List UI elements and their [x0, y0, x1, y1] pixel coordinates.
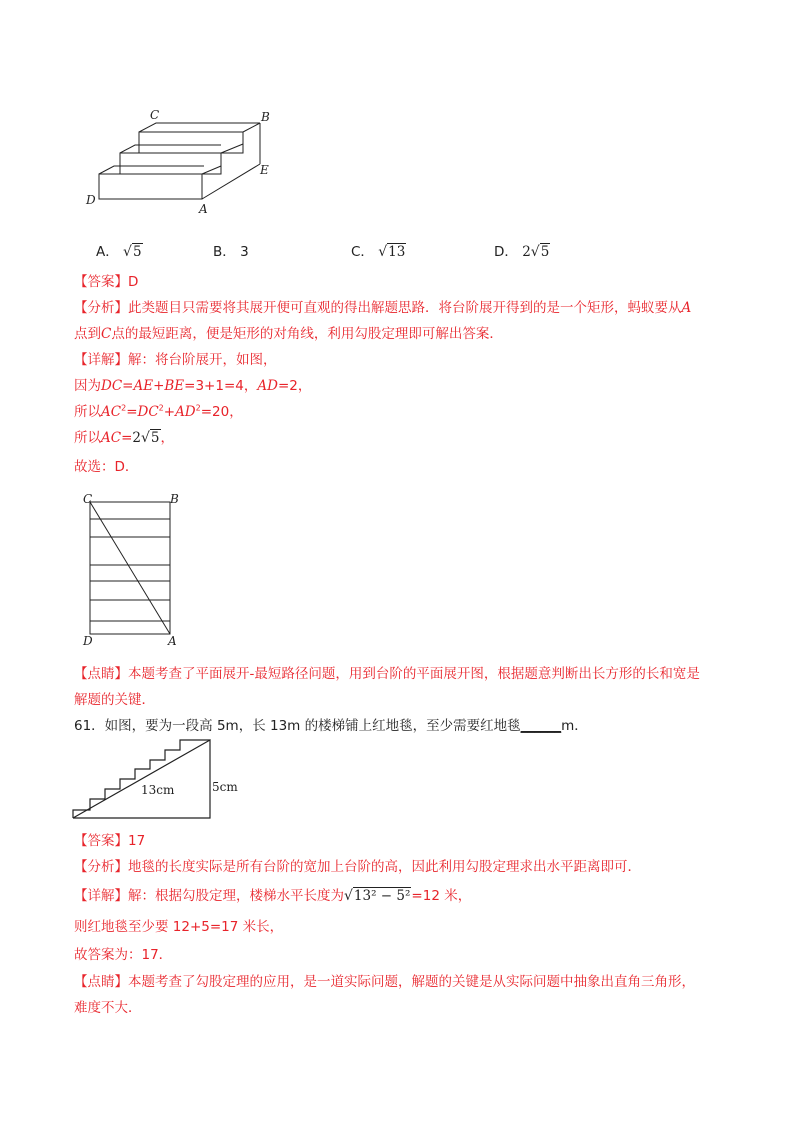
staircase-figure: [84, 104, 284, 219]
q60-comment-line2: 解题的关键．: [74, 692, 155, 708]
q61-detail-line2: 则红地毯至少要 12+5=17 米长，: [74, 919, 284, 935]
q60-detail-line3: 所以$AC^2=DC^2+AD^2=20$，: [74, 403, 243, 420]
q60-analysis-line2: 点到C点的最短距离，便是矩形的对角线，利用勾股定理即可解出答案．: [74, 326, 503, 342]
stair-triangle-figure: [72, 738, 212, 820]
q61-answer: 【答案】17: [74, 833, 146, 849]
q61-comment-line1: 【点睛】本题考查了勾股定理的应用，是一道实际问题，解题的关键是从实际问题中抽象出直角三角形，: [74, 974, 695, 990]
figure1-label-d: D: [86, 193, 96, 207]
q60-answer: 【答案】D: [74, 274, 139, 290]
q60-analysis-line1: 【分析】此类题目只需要将其展开便可直观的得出解题思路．将台阶展开得到的是一个矩形，蚂蚁要从A: [74, 300, 692, 316]
q60-detail-line2: 因为DC=AE+BE=3+1=4，AD=2，: [74, 378, 312, 394]
choice-b: B． 3: [213, 244, 249, 260]
choice-a: A． √5: [96, 244, 142, 260]
q61-question: 61．如图，要为一段高 5m，长 13m 的楼梯铺上红地毯，至少需要红地毯______m．: [74, 718, 588, 734]
q61-analysis: 【分析】地毯的长度实际是所有台阶的宽加上台阶的高，因此利用勾股定理求出水平距离即可．: [74, 859, 641, 875]
figure1-label-b: B: [261, 110, 270, 124]
q60-detail-line5: 故选：D．: [74, 459, 139, 475]
figure2-label-b: B: [170, 492, 179, 506]
figure3-label-height: 5cm: [212, 780, 238, 794]
q60-detail-line4: 所以AC=2√5，: [74, 430, 175, 446]
figure1-label-c: C: [150, 108, 160, 122]
q60-detail-line1: 【详解】解：将台阶展开，如图，: [74, 352, 277, 368]
choice-d: D． 2√5: [494, 244, 550, 260]
unfolded-rectangle-figure: [84, 490, 194, 650]
q61-detail-line3: 故答案为：17．: [74, 947, 173, 963]
figure1-label-a: A: [199, 202, 208, 216]
figure3-label-hypotenuse: 13cm: [141, 783, 175, 797]
figure2-label-a: A: [168, 634, 177, 648]
figure1-label-e: E: [260, 163, 269, 177]
q61-detail-line1: 【详解】解：根据勾股定理，楼梯水平长度为√13² − 5²=12 米，: [74, 888, 472, 904]
figure2-label-d: D: [83, 634, 93, 648]
q60-comment-line1: 【点睛】本题考查了平面展开-最短路径问题，用到台阶的平面展开图，根据题意判断出长方形的长和宽是: [74, 666, 700, 682]
figure2-label-c: C: [83, 492, 93, 506]
choice-c: C． √13: [351, 244, 406, 260]
q61-comment-line2: 难度不大．: [74, 1000, 142, 1016]
